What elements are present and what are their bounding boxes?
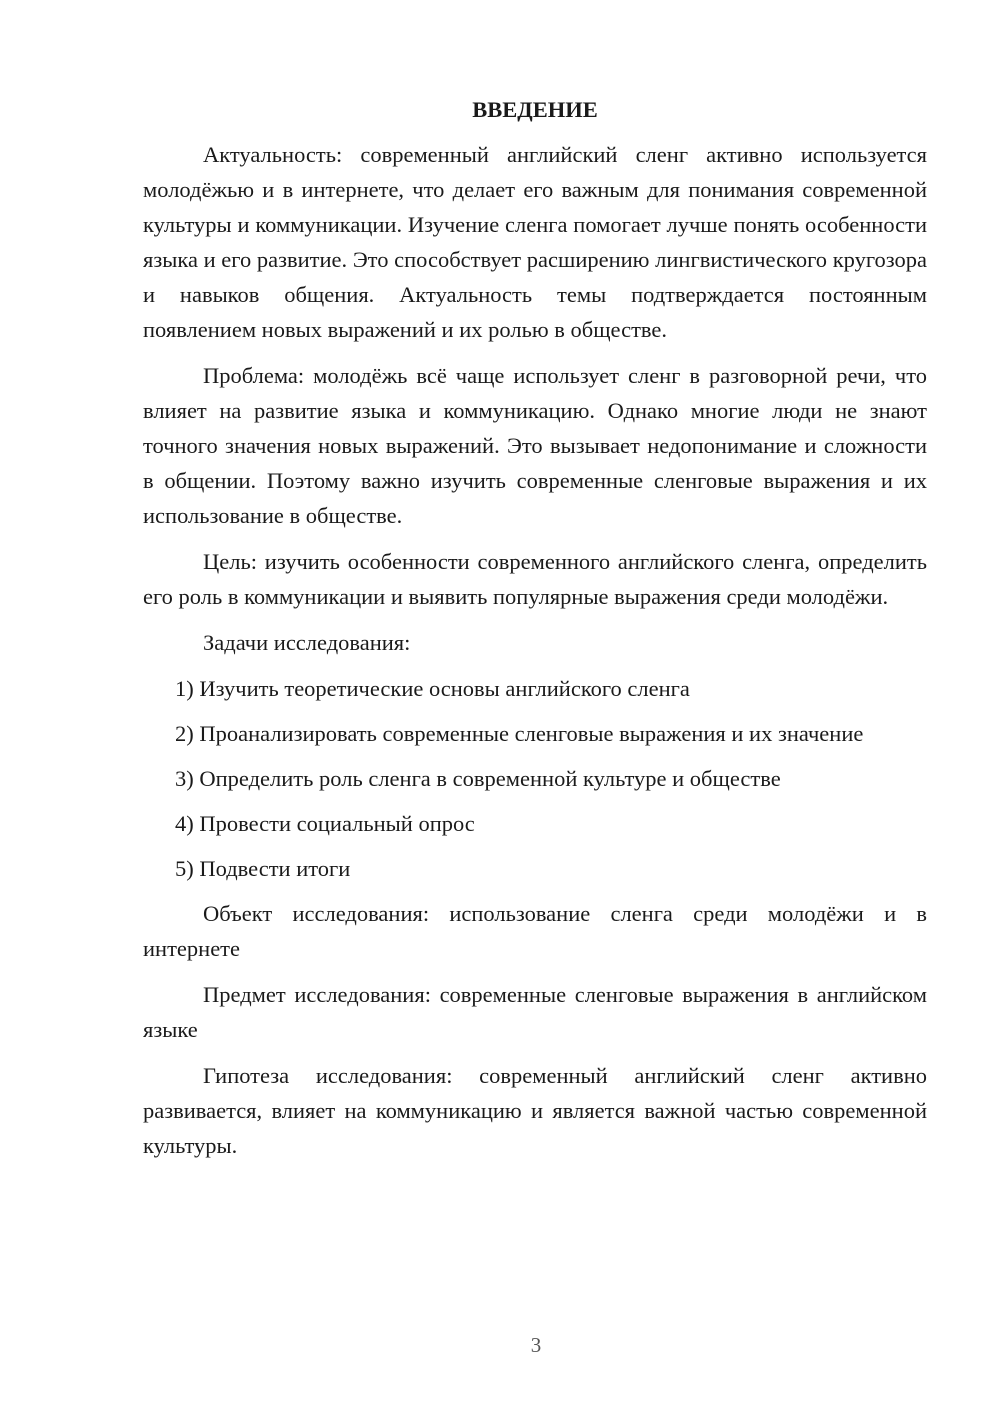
page-number: 3 [530,1333,542,1357]
object-paragraph: Объект исследования: использование сленга среди молодёжи и в интернете [143,901,927,961]
problem-paragraph: Проблема: молодёжь всё чаще использует сленг в разговорной речи, что влияет на развитие языка и коммуникацию. Однако многие люди не знают точного значения новых выражений. Это вызывает недопонимание и сложности в общении. Поэтому важно изучить современные сленговые выражения и их использование в обществе. [143,363,927,528]
tasks-label: Задачи исследования: [203,630,411,655]
task-item: 1) Изучить теоретические основы английского сленга [175,676,690,701]
section-heading: ВВЕДЕНИЕ [472,97,598,122]
relevance-paragraph: Актуальность: современный английский сленг активно используется молодёжью и в интернете, что делает его важным для понимания современной культуры и коммуникации. Изучение сленга помогает лучше понять особенности языка и его развитие. Это способствует расширению лингвистического кругозора и навыков общения. Актуальность темы подтверждается постоянным появлением новых выражений и их ролью в обществе. [143,142,927,342]
goal-paragraph: Цель: изучить особенности современного английского сленга, определить его роль в коммуникации и выявить популярные выражения среди молодёжи. [143,549,927,609]
page-content [143,92,927,1174]
subject-paragraph: Предмет исследования: современные сленговые выражения в английском языке [143,982,927,1042]
hypothesis-paragraph: Гипотеза исследования: современный английский сленг активно развивается, влияет на коммуникацию и является важной частью современной культуры. [143,1063,927,1158]
task-item: 4) Провести социальный опрос [175,811,475,836]
task-item: 2) Проанализировать современные сленговые выражения и их значение [175,721,864,746]
task-item: 3) Определить роль сленга в современной культуре и обществе [175,766,781,791]
task-item: 5) Подвести итоги [175,856,351,881]
